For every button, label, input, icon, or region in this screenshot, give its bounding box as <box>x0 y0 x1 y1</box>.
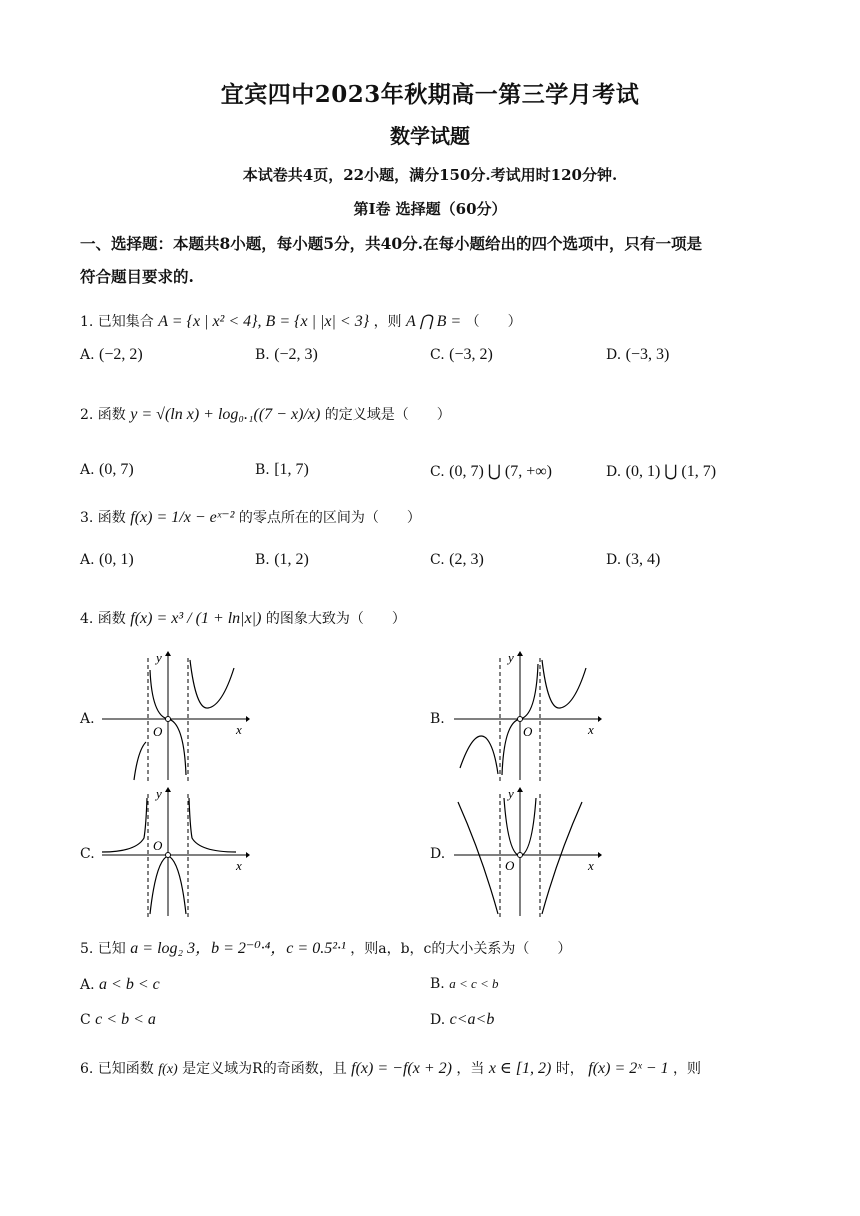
curve-left <box>134 742 146 780</box>
x-label: x <box>236 858 242 873</box>
x-axis-arrow <box>598 716 602 722</box>
question-2-option-c[interactable]: C. (0, 7) ⋃ (7, +∞) <box>430 463 552 480</box>
question-4-option-a[interactable]: A. <box>80 711 95 727</box>
question-3-option-b[interactable]: B. (1, 2) <box>255 551 309 568</box>
curve-left <box>458 802 498 914</box>
question-2-formula: y = √(ln x) + log₀.₁((7 − x)/x) <box>130 406 321 423</box>
question-1-option-a[interactable]: A. (−2, 2) <box>80 346 143 363</box>
x-label: x <box>588 722 594 737</box>
question-6-formula-4: f(x) = 2ˣ − 1 <box>588 1060 669 1077</box>
exam-title: 宜宾四中2023年秋期高一第三学月考试 <box>220 81 640 108</box>
y-axis-arrow <box>517 651 523 656</box>
question-5-option-c[interactable]: C c < b < a <box>80 1011 156 1028</box>
y-label: y <box>508 786 514 801</box>
origin-hole <box>518 717 523 722</box>
graph-d[interactable] <box>452 786 602 918</box>
y-axis-arrow <box>517 787 523 792</box>
question-4-option-d[interactable]: D. <box>430 846 446 862</box>
x-axis-arrow <box>598 852 602 858</box>
y-label: y <box>156 786 162 801</box>
question-5-option-d[interactable]: D. c<a<b <box>430 1011 495 1028</box>
question-4-stem: 4. 函数 <box>80 611 126 627</box>
graph-b[interactable] <box>452 650 602 782</box>
question-6-stem-mid-3: 时， <box>555 1061 584 1077</box>
origin-label: O <box>153 724 163 739</box>
curve-right <box>542 802 582 914</box>
y-label: y <box>156 650 162 665</box>
question-3-option-d[interactable]: D. (3, 4) <box>606 551 661 568</box>
y-label: y <box>508 650 514 665</box>
x-axis-arrow <box>246 852 250 858</box>
question-3-stem-end: 的零点所在的区间为（ ） <box>238 510 421 526</box>
question-3-stem: 3. 函数 <box>80 510 126 526</box>
curve-right <box>542 660 586 708</box>
curve-left <box>460 736 498 774</box>
origin-label: O <box>523 724 533 739</box>
question-6 <box>80 1058 701 1078</box>
part-heading: 第I卷 选择题（60分） <box>353 200 507 218</box>
question-4-option-b[interactable]: B. <box>430 711 445 727</box>
question-3-option-a[interactable]: A. (0, 1) <box>80 551 134 568</box>
exam-subject: 数学试题 <box>390 124 470 148</box>
question-1-stem-mid: ，则 <box>373 314 402 330</box>
question-1-option-c[interactable]: C. (−3, 2) <box>430 346 493 363</box>
curve-right <box>189 798 236 852</box>
question-5-option-a[interactable]: A. a < b < c <box>80 976 160 993</box>
question-6-stem-end: ，则 <box>673 1061 702 1077</box>
question-5-stem-end: ，则a，b，c的大小关系为（ ） <box>350 941 572 957</box>
curve-left <box>102 798 147 852</box>
question-6-formula-2: f(x) = −f(x + 2) <box>351 1060 452 1077</box>
origin-label: O <box>505 858 515 873</box>
question-5-option-b[interactable]: B. a < c < b <box>430 976 499 992</box>
question-3-option-c[interactable]: C. (2, 3) <box>430 551 484 568</box>
graph-a[interactable] <box>100 650 250 782</box>
question-6-formula-3: x ∈ [1, 2) <box>488 1060 552 1077</box>
question-3 <box>80 507 421 527</box>
question-2-stem-end: 的定义域是（ ） <box>324 407 451 423</box>
y-axis-arrow <box>165 787 171 792</box>
question-5 <box>80 935 571 958</box>
x-axis-arrow <box>246 716 250 722</box>
origin-hole <box>166 853 171 858</box>
question-6-stem-mid-2: ，当 <box>456 1061 485 1077</box>
question-1 <box>80 311 522 331</box>
section-heading-line2: 符合题目要求的. <box>80 267 194 286</box>
section-heading-line1: 一、选择题：本题共8小题，每小题5分，共40分.在每小题给出的四个选项中，只有一项是 <box>80 234 703 253</box>
question-1-stem: 1. 已知集合 <box>80 314 154 330</box>
question-1-option-b[interactable]: B. (−2, 3) <box>255 346 318 363</box>
question-6-stem-mid: 是定义域为R的奇函数，且 <box>182 1061 347 1077</box>
question-4-stem-end: 的图象大致为（ ） <box>265 611 406 627</box>
y-axis-arrow <box>165 651 171 656</box>
question-2-option-a[interactable]: A. (0, 7) <box>80 461 134 478</box>
question-1-formula: A = {x | x² < 4}, B = {x | |x| < 3} <box>158 313 370 330</box>
question-4-option-c[interactable]: C. <box>80 846 95 862</box>
graph-c[interactable] <box>100 786 250 918</box>
question-3-formula: f(x) = 1/x − eˣ⁻² <box>130 509 235 526</box>
question-2-option-b[interactable]: B. [1, 7) <box>255 461 309 478</box>
origin-hole <box>166 717 171 722</box>
question-1-stem-end: （ ） <box>465 314 522 330</box>
exam-note: 本试卷共4页，22小题，满分150分.考试用时120分钟. <box>242 166 618 184</box>
question-2 <box>80 404 451 424</box>
question-5-stem: 5. 已知 <box>80 941 126 957</box>
question-6-formula: f(x) <box>158 1062 178 1077</box>
origin-hole <box>518 853 523 858</box>
curve-right <box>190 660 234 708</box>
question-1-option-d[interactable]: D. (−3, 3) <box>606 346 670 363</box>
question-6-stem: 6. 已知函数 <box>80 1061 154 1077</box>
question-2-option-d[interactable]: D. (0, 1) ⋃ (1, 7) <box>606 463 717 480</box>
origin-label: O <box>153 838 163 853</box>
question-4-formula: f(x) = x³ / (1 + ln|x|) <box>130 610 262 627</box>
question-4 <box>80 608 406 628</box>
x-label: x <box>236 722 242 737</box>
question-1-formula-2: A ⋂ B = <box>406 313 462 330</box>
x-label: x <box>588 858 594 873</box>
question-2-stem: 2. 函数 <box>80 407 126 423</box>
question-5-formula: a = log₂ 3，b = 2⁻⁰·⁴，c = 0.5²·¹ <box>130 940 346 957</box>
